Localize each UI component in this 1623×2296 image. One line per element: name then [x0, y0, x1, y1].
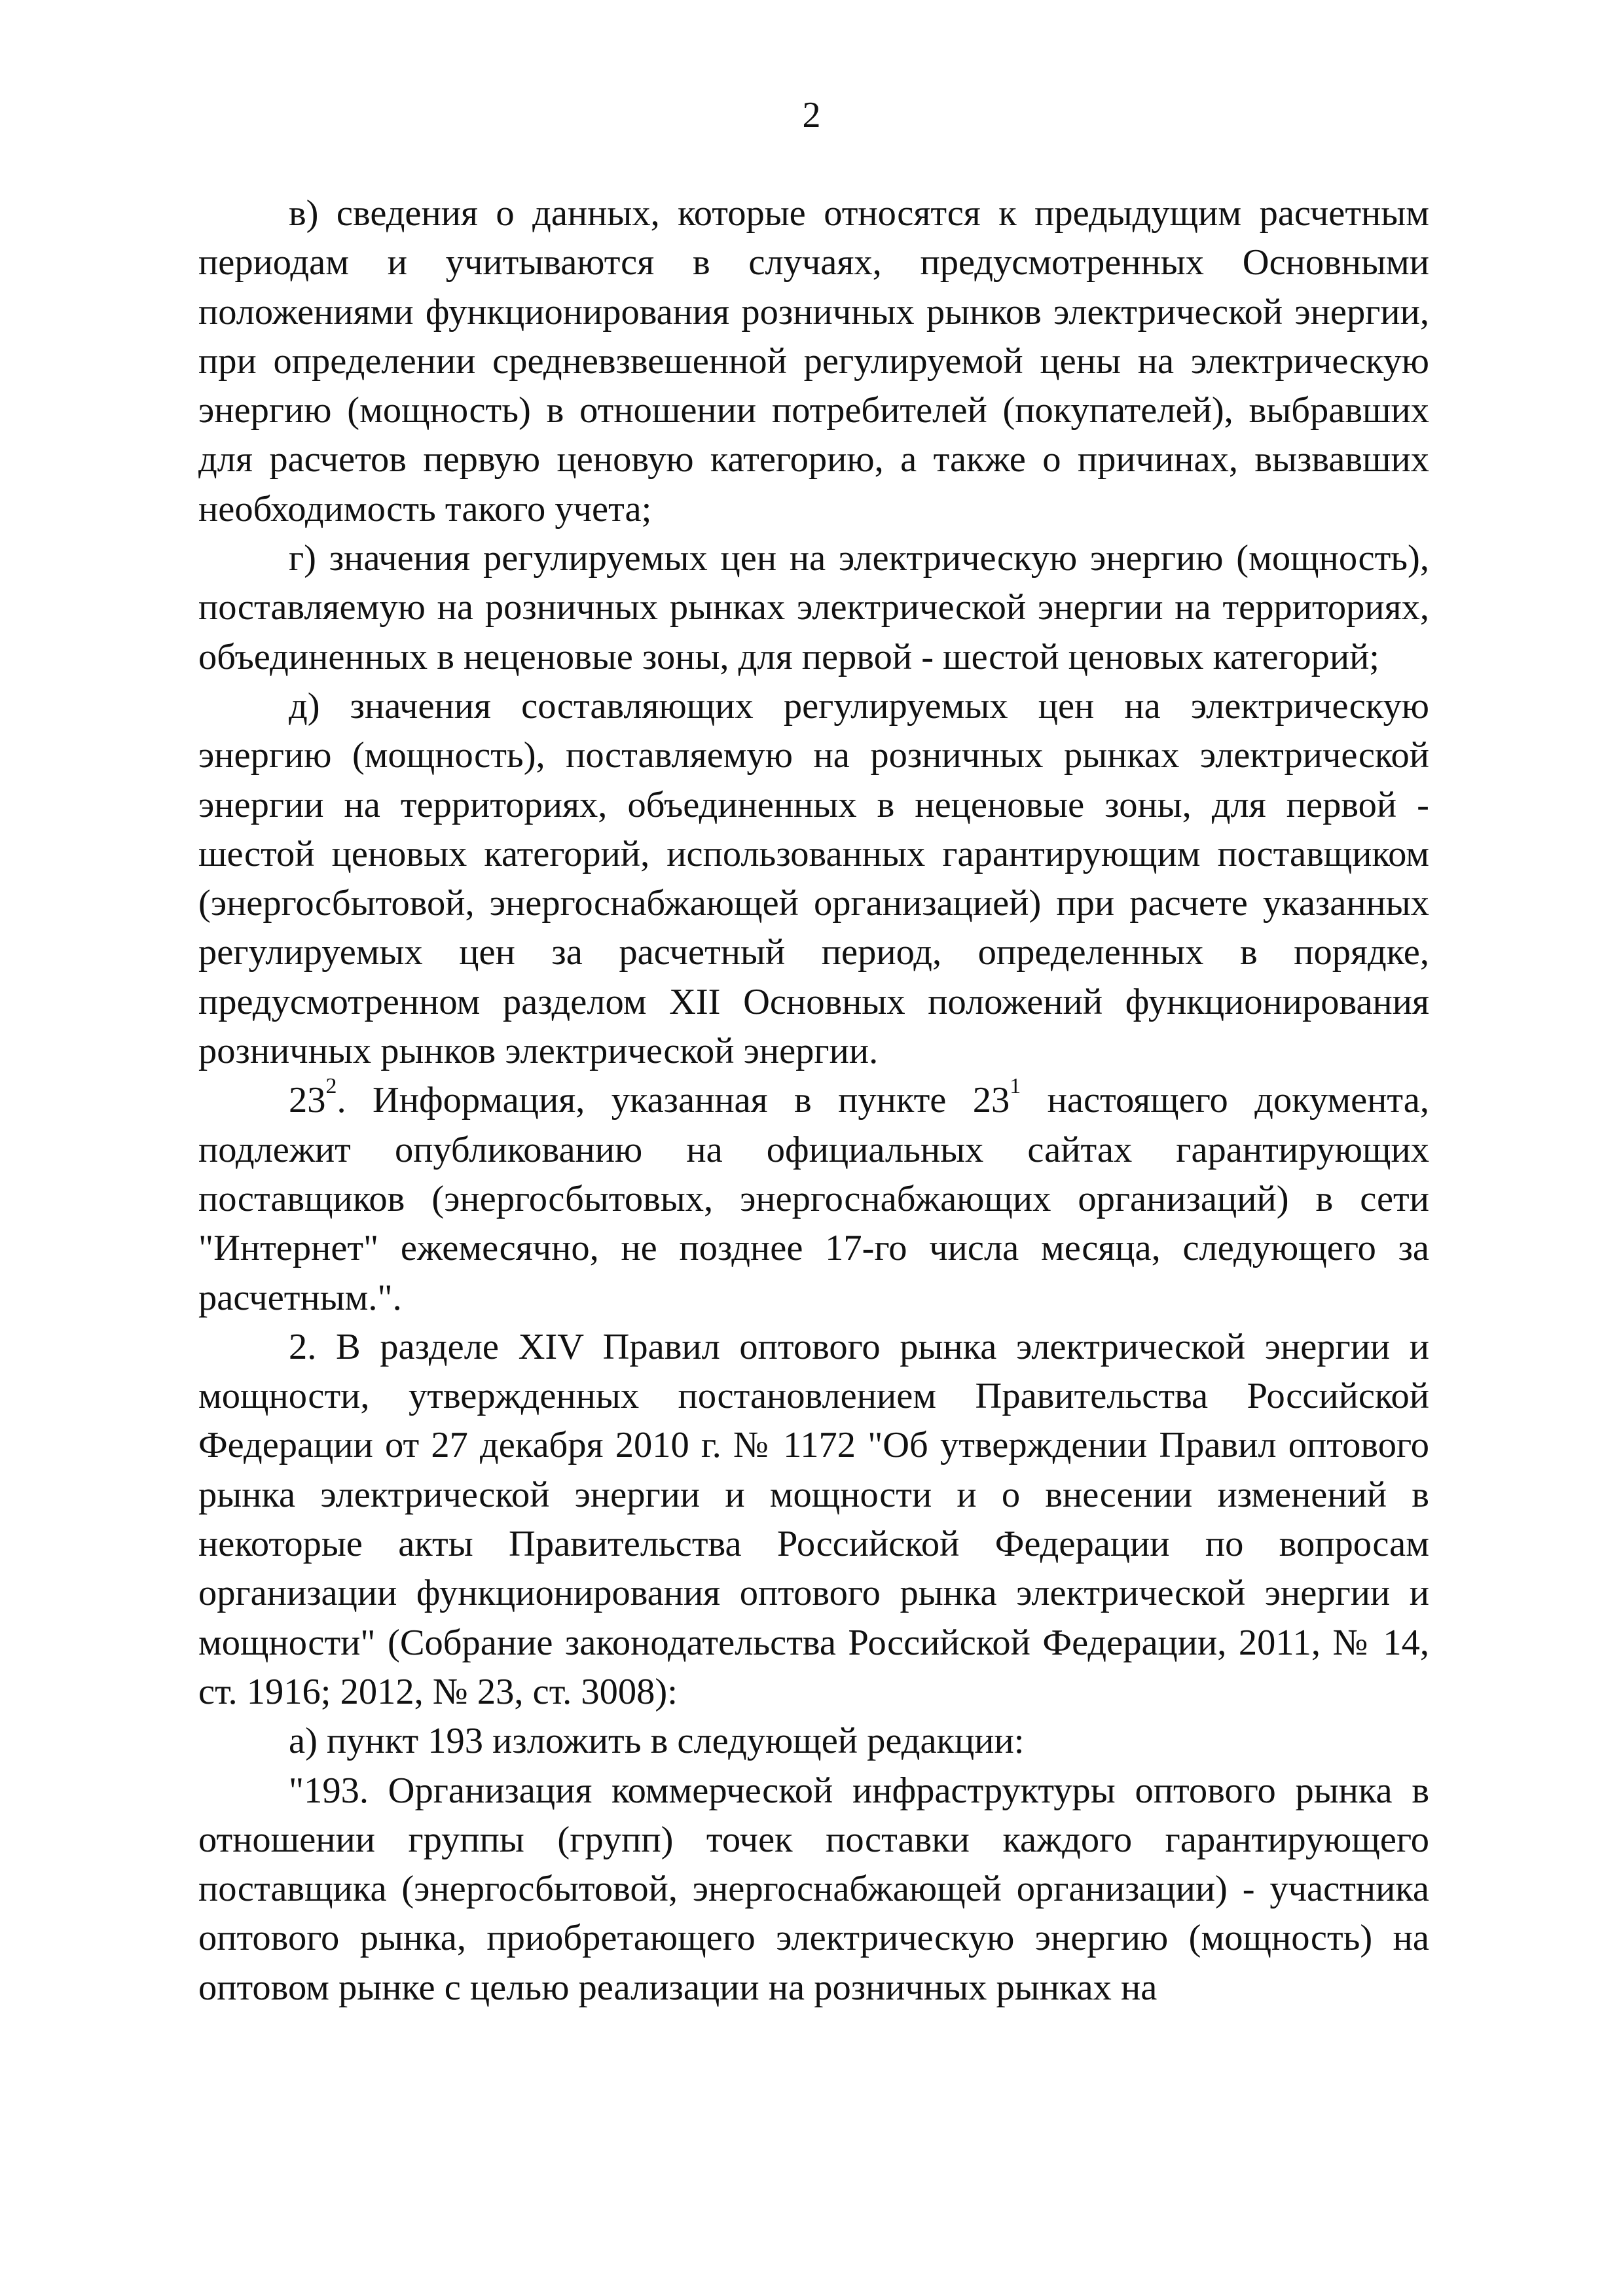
page-number: 2: [802, 95, 821, 135]
clause-text-part-2: настоящего документа, подлежит опубликованию на официальных сайтах гарантирующих поставщиков (энергосбытовых, энергоснабжающих организаций) в сети "Интернет" ежемесячно, не позднее 17-го числа месяца, следующего за расчетным.".: [198, 1080, 1429, 1318]
paragraph-g: г) значения регулируемых цен на электрическую энергию (мощность), поставляемую на розничных рынках электрической энергии на территориях, объединенных в неценовые зоны, для первой - шестой ценовых категорий;: [198, 538, 1429, 677]
clause-number: 23: [289, 1080, 326, 1121]
paragraph-2: 2. В разделе XIV Правил оптового рынка электрической энергии и мощности, утвержденных постановлением Правительства Российской Федерации от 27 декабря 2010 г. № 1172 "Об утверждении Правил оптового рынка электрической энергии и мощности и о внесении изменений в некоторые акты Правительства Российской Федерации по вопросам организации функционирования оптового рынка электрической энергии и мощности" (Собрание законодательства Российской Федерации, 2011, № 14, ст. 1916; 2012, № 23, ст. 3008):: [198, 1326, 1429, 1712]
reference-superscript: 1: [1010, 1074, 1021, 1099]
paragraph-23-2: [198, 1076, 1429, 1322]
clause-text-part-1: . Информация, указанная в пункте 23: [337, 1080, 1010, 1121]
paragraph-a: а) пункт 193 изложить в следующей редакции:: [289, 1721, 1025, 1762]
paragraph-d: д) значения составляющих регулируемых цен на электрическую энергию (мощность), поставляемую на розничных рынках электрической энергии на территориях, объединенных в неценовые зоны, для первой - шестой ценовых категорий, использованных гарантирующим поставщиком (энергосбытовой, энергоснабжающей организацией) при расчете указанных регулируемых цен за расчетный период, определенных в порядке, предусмотренном разделом XII Основных положений функционирования розничных рынков электрической энергии.: [198, 685, 1429, 1072]
paragraph-v: в) сведения о данных, которые относятся к предыдущим расчетным периодам и учитываются в случаях, предусмотренных Основными положениями функционирования розничных рынков электрической энергии, при определении средневзвешенной регулируемой цены на электрическую энергию (мощность) в отношении потребителей (покупателей), выбравших для расчетов первую ценовую категорию, а также о причинах, вызвавших необходимость такого учета;: [198, 193, 1429, 529]
clause-number-superscript: 2: [325, 1074, 337, 1099]
paragraph-193: "193. Организация коммерческой инфраструктуры оптового рынка в отношении группы (групп) точек поставки каждого гарантирующего поставщика (энергосбытовой, энергоснабжающей организации) - участника оптового рынка, приобретающего электрическую энергию (мощность) на оптовом рынке с целью реализации на розничных рынках на: [198, 1770, 1429, 2008]
document-body: [198, 189, 1429, 2013]
